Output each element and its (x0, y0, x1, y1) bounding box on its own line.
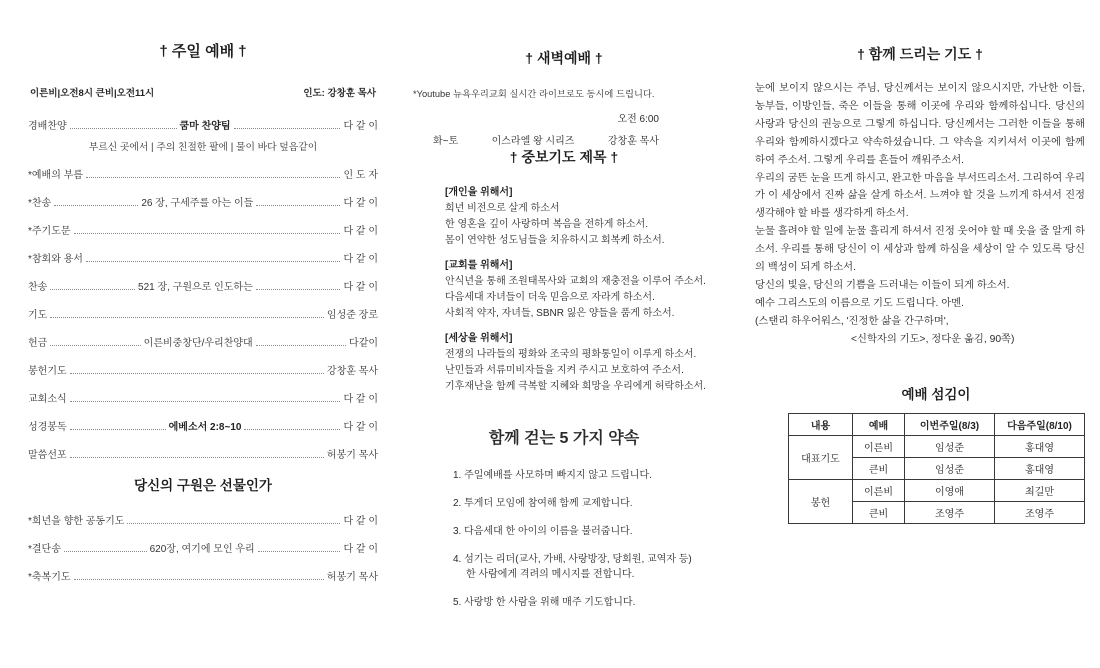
worship-line-assignee: 다 같 이 (343, 198, 379, 209)
worship-line (28, 390, 378, 405)
table-header-cell: 예배 (853, 413, 905, 435)
dot-leader-icon (64, 551, 147, 552)
intercession-group (445, 331, 715, 395)
dot-leader-icon (258, 551, 341, 552)
table-header-cell: 내용 (789, 413, 853, 435)
dot-leader-icon (74, 579, 324, 580)
worship-line (28, 250, 378, 265)
table-cell: 큰비 (853, 501, 905, 523)
table-cell: 홍대영 (995, 457, 1085, 479)
intercession-item: 기후재난을 함께 극복할 지혜와 희망을 우리에게 허락하소서. (445, 381, 706, 392)
promise-item (453, 468, 715, 483)
table-row (789, 479, 1085, 501)
dawn-leader: 강창훈 목사 (607, 136, 659, 147)
table-cell: 조영주 (995, 501, 1085, 523)
worship-line (28, 446, 378, 461)
intercession-list (413, 185, 715, 395)
worship-line-label: *찬송 (28, 198, 52, 209)
dawn-days: 화~토 (433, 136, 459, 147)
dot-leader-icon (86, 177, 340, 178)
worship-line-label: 경배찬양 (28, 121, 67, 132)
worship-line-assignee: 다 같 이 (343, 254, 378, 265)
dot-leader-icon (50, 345, 140, 346)
dawn-time: 오전 6:00 (617, 114, 659, 125)
intercession-heading: [개인을 위해서] (445, 187, 513, 198)
youtube-note: *Youtube 뉴욕우리교회 실시간 라이브로도 동시에 드립니다. (413, 89, 655, 99)
worship-line-assignee: 인 도 자 (343, 170, 378, 181)
sunday-worship-section (28, 40, 378, 596)
worship-line (28, 512, 378, 527)
worship-line (28, 362, 378, 377)
dot-leader-icon (74, 233, 341, 234)
worship-line (28, 540, 378, 555)
servers-block (788, 383, 1084, 524)
worship-line-assignee: 다 같 이 (343, 226, 378, 237)
citation-line-2: <신학자의 기도>, 정다운 옮김, 90쪽) (851, 333, 1015, 345)
servers-title: 예배 섬김이 (901, 386, 971, 402)
dot-leader-icon (86, 261, 340, 262)
worship-line-label: 교회소식 (28, 394, 67, 405)
dot-leader-icon (256, 289, 341, 290)
worship-line-assignee: 다 같 이 (343, 516, 378, 527)
intercession-item: 안식년을 통해 조원태목사와 교회의 재충전을 이루어 주소서. (445, 276, 706, 287)
worship-line-label: 말씀선포 (28, 450, 67, 461)
table-cell: 큰비 (853, 457, 905, 479)
communal-prayer-section (755, 44, 1085, 524)
table-cell: 임성준 (905, 435, 995, 457)
worship-line (28, 306, 378, 321)
promise-item-line: 5. 사랑방 한 사람을 위해 매주 기도합니다. (453, 597, 636, 608)
dawn-service-title: † 새벽예배 † (525, 50, 603, 66)
worship-line-label: *희년을 향한 공동기도 (28, 516, 125, 527)
table-row (789, 435, 1085, 457)
worship-line-assignee: 다 같 이 (343, 422, 378, 433)
intercession-group (445, 258, 715, 322)
worship-line (28, 418, 378, 433)
promise-item-cont: 한 사람에게 격려의 메시지를 전합니다. (466, 569, 635, 580)
dot-leader-icon (50, 317, 324, 318)
sunday-worship-title: † 주일 예배 † (159, 43, 247, 60)
sermon-title: 당신의 구원은 선물인가 (134, 478, 272, 493)
dot-leader-icon (70, 401, 341, 402)
worship-line (28, 278, 378, 293)
worship-line-label: *예배의 부름 (28, 170, 83, 181)
table-cell: 이른비 (853, 479, 905, 501)
worship-order-list (28, 117, 378, 461)
worship-line-detail: 쿰마 찬양팀 (179, 121, 231, 132)
intercession-item: 희년 비전으로 살게 하소서 (445, 203, 560, 214)
promise-item-line: 2. 투게더 모임에 참여해 함께 교제합니다. (453, 498, 633, 509)
worship-line-label: *결단송 (28, 544, 61, 555)
dot-leader-icon (127, 523, 340, 524)
worship-line-label: *참회와 용서 (28, 254, 83, 265)
worship-line (28, 166, 378, 181)
worship-line-label: 봉헌기도 (28, 366, 67, 377)
table-cell: 임성준 (905, 457, 995, 479)
worship-line-detail: 에베소서 2:8~10 (168, 422, 242, 433)
worship-line-detail: 620장, 여기에 모인 우리 (149, 544, 255, 555)
worship-line-label: *주기도문 (28, 226, 71, 237)
intercession-heading: [교회를 위해서] (445, 260, 513, 271)
intercession-item: 다음세대 자녀들이 더욱 믿음으로 자라게 하소서. (445, 292, 655, 303)
communal-prayer-title: † 함께 드리는 기도 † (857, 46, 983, 62)
dot-leader-icon (256, 345, 346, 346)
dot-leader-icon (50, 289, 135, 290)
dot-leader-icon (70, 373, 324, 374)
intercession-heading: [세상을 위해서] (445, 333, 513, 344)
dawn-series: 이스라엘 왕 시리즈 (491, 136, 575, 147)
dot-leader-icon (234, 128, 341, 129)
worship-line-assignee: 강창훈 목사 (326, 366, 378, 377)
worship-line-assignee: 허봉기 목사 (326, 450, 378, 461)
worship-line-assignee: 다 같 이 (343, 394, 378, 405)
prayer-paragraph: 당신의 빛을, 당신의 기쁨을 드러내는 이들이 되게 하소서. (755, 279, 1010, 291)
promise-item-line: 4. 섬기는 리더(교사, 가배, 사랑방장, 당회원, 교역자 등) (453, 554, 692, 565)
worship-line (28, 334, 378, 349)
dot-leader-icon (54, 205, 138, 206)
worship-closing-list (28, 512, 378, 583)
worship-line-detail: 이른비중창단/우리찬양대 (143, 338, 253, 349)
intercession-item: 몸이 연약한 성도님들을 치유하시고 회복케 하소서. (445, 235, 665, 246)
worship-line-detail: 26 장, 구세주를 아는 이들 (141, 198, 254, 209)
promise-item (453, 595, 715, 610)
worship-line-assignee: 임성준 장로 (326, 310, 378, 321)
intercession-item: 전쟁의 나라들의 평화와 조국의 평화통일이 이루게 하소서. (445, 349, 697, 360)
dawn-schedule (413, 110, 715, 147)
dot-leader-icon (256, 205, 340, 206)
intercession-title: † 중보기도 제목 † (509, 149, 619, 165)
dot-leader-icon (244, 429, 340, 430)
worship-line (28, 568, 378, 583)
service-times: 이른비|오전8시 큰비|오전11시 (30, 88, 155, 99)
dot-leader-icon (70, 128, 177, 129)
servers-table (788, 413, 1085, 524)
promise-item-line: 3. 다음세대 한 아이의 이름을 불러줍니다. (453, 526, 633, 537)
table-header-cell: 다음주일(8/10) (995, 413, 1085, 435)
table-cell: 홍대영 (995, 435, 1085, 457)
worship-line-assignee: 다같이 (349, 338, 379, 349)
prayer-text (755, 80, 1085, 313)
worship-line (28, 117, 378, 132)
table-group-cell: 봉헌 (789, 479, 853, 523)
promise-item (453, 552, 715, 582)
worship-line (28, 222, 378, 237)
worship-line-assignee: 다 같 이 (343, 121, 378, 132)
service-times-row (30, 85, 376, 99)
table-group-cell: 대표기도 (789, 435, 853, 479)
intercession-item: 사회적 약자, 자녀들, SBNR 잃은 양들을 품게 하소서. (445, 308, 675, 319)
promises-title: 함께 걷는 5 가지 약속 (488, 430, 640, 447)
worship-line-detail: 521 장, 구원으로 인도하는 (138, 282, 253, 293)
worship-line-assignee: 다 같 이 (343, 282, 378, 293)
dawn-schedule-row (433, 132, 659, 147)
prayer-paragraph: 우리의 굼뜬 눈을 뜨게 하시고, 완고한 마음을 부서뜨리소서. 그리하여 우리가 이 세상에서 진짜 삶을 살게 하소서. 느껴야 할 것을 느끼게 하셔서 진정 생각해야 할 바를 생각하게 하소서. (755, 172, 1085, 220)
table-cell: 이영애 (905, 479, 995, 501)
worship-line-label: 헌금 (28, 338, 48, 349)
citation-line-1: (스탠리 하우어워스, '진정한 삶을 간구하며', (755, 315, 949, 327)
worship-line-label: *축복기도 (28, 572, 71, 583)
promise-item (453, 524, 715, 539)
intercession-item: 한 영혼을 깊이 사랑하며 복음을 전하게 하소서. (445, 219, 648, 230)
table-cell: 이른비 (853, 435, 905, 457)
intercession-group (445, 185, 715, 249)
worship-line (28, 194, 378, 209)
promises-list (413, 468, 715, 610)
prayer-paragraph: 예수 그리스도의 이름으로 기도 드립니다. 아멘. (755, 297, 965, 309)
table-header-cell: 이번주일(8/3) (905, 413, 995, 435)
hymn-note: 부르신 곳에서 | 주의 친절한 팔에 | 물이 바다 덮음같이 (88, 142, 318, 153)
worship-line-label: 찬송 (28, 282, 48, 293)
promise-item-line: 1. 주일예배를 사모하며 빠지지 않고 드립니다. (453, 470, 652, 481)
table-cell: 최길만 (995, 479, 1085, 501)
worship-line-label: 성경봉독 (28, 422, 67, 433)
dawn-service-section (413, 48, 715, 623)
prayer-paragraph: 눈물 흘려야 할 일에 눈물 흘리게 하셔서 진정 웃어야 할 때 웃을 줄 알게 하소서. 우리를 통해 당신이 이 세상과 함께 하심을 세상이 알 수 있도록 당신의 백성이 되게 하소서. (755, 226, 1085, 274)
table-header-row (789, 413, 1085, 435)
promise-item (453, 496, 715, 511)
dot-leader-icon (70, 457, 324, 458)
worship-line-assignee: 다 같 이 (343, 544, 378, 555)
worship-line-label: 기도 (28, 310, 48, 321)
worship-line-assignee: 허봉기 목사 (326, 572, 378, 583)
prayer-paragraph: 눈에 보이지 않으시는 주님, 당신께서는 보이지 않으시지만, 가난한 이들, 농부들, 이방인들, 죽은 이들을 통해 이곳에 우리와 함께하십니다. 당신의 사랑과 당신의 권능으로 그렇게 하십니다. 당신께서는 그러한 이들을 통해 우리와 함께하시겠다고 약속하셨습니다. 그 약속을 지키셔서 이곳에 함께 하여 주소서. 그렇게 우리를 흔들어 깨워주소서. (755, 83, 1085, 166)
worship-leader: 인도: 강창훈 목사 (303, 88, 376, 99)
dot-leader-icon (70, 429, 166, 430)
intercession-item: 난민들과 서류미비자들을 지켜 주시고 보호하여 주소서. (445, 365, 684, 376)
table-cell: 조영주 (905, 501, 995, 523)
